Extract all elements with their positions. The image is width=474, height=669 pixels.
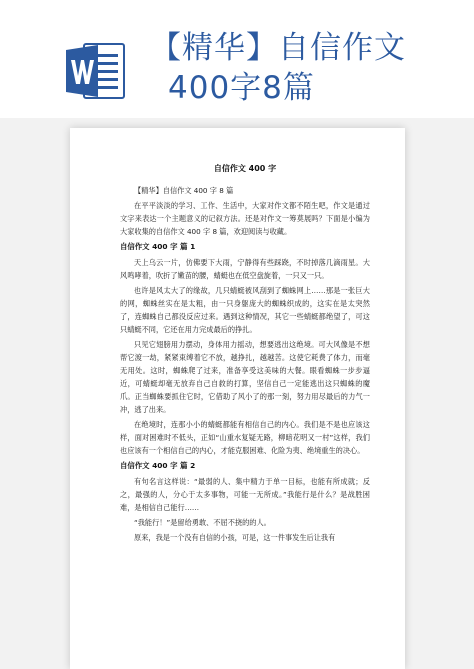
intro-paragraph: 在平平淡淡的学习、工作、生活中，大家对作文都不陌生吧，作文是通过文字来表达一个主题意义的记叙方法。还是对作文一筹莫展吗？下面是小编为大家收集的自信作文 400 字 8 篇，欢迎阅读与收藏。 [120,201,370,236]
intro-tag: 【精华】自信作文 400 字 8 篇 [134,186,234,195]
section2-paragraph: 原来，我是一个没有自信的小孩，可是，这一件事发生后让我有 [134,533,336,542]
section1-paragraph: 在绝境时，连那小小的蜻蜓都能有相信自己的内心。我们是不是也应该这样，面对困难时不低头，正如“山重水复疑无路，柳暗花明又一村”这样，我们也应该有一个相信自己的内心，才能克服困难、化险为夷、绝境重生的决心。 [120,420,370,455]
section1-paragraph: 也许是风太大了的缘故，几只蜻蜓被风刮到了蜘蛛网上……那是一张巨大的网，蜘蛛丝实在是太粗，由一只身躯庞大的蜘蛛织成的，这实在是太突然了，连蜘蛛自己都没反应过来。遇到这种情况，其它一些蜻蜓都绝望了，可这只蜻蜓不同，它还在用力完成最后的挣扎。 [120,286,370,334]
section-heading-2: 自信作文 400 字 篇 2 [120,461,196,470]
section2-paragraph: “我能行！”是留给勇敢、不屈不挠的的人。 [134,518,271,527]
section-heading-1: 自信作文 400 字 篇 1 [120,242,196,251]
page-title-line1: 【精华】自信作文 [150,30,406,66]
document-page [70,128,405,669]
section1-paragraph: 只见它翅膀用力摆动，身体用力摇动，想要逃出这绝境。可大风像是不想帮它渡一劫，紧紧束缚着它不放，越挣扎，越越苦。这使它耗费了体力，而毫无用处。这时，蜘蛛爬了过来，准备享受这美味的大餐。眼看蜘蛛一步步逼近，可蜻蜓却毫无放弃自己自救的打算，坚信自己一定能逃出这只蜘蛛的魔爪。正当蜘蛛要抓住它时，它借助了风小了的那一刻，努力用尽最后的力气一冲，逃了出来。 [120,340,370,414]
word-doc-icon [64,40,128,102]
page-title-line2: 400字8篇 [168,70,315,106]
section1-paragraph: 天上乌云一片，仿佛要下大雨，宁静得有些踩跷，不时掉落几滴雨星。大风鸣哮着，吹折了嫩苗的腰，蜻蜓也在低空盘旋着，一只又一只。 [120,258,370,280]
section2-paragraph: 有句名言这样说：“最弱的人、集中精力于单一目标，也能有所成就；反之，最强的人，分心于太多事物，可能一无所成。”我能行是什么？是战胜困难，是相信自己能行…… [120,477,370,512]
header [0,0,474,118]
document-body [120,163,370,546]
document-title: 自信作文 400 字 [213,164,277,173]
